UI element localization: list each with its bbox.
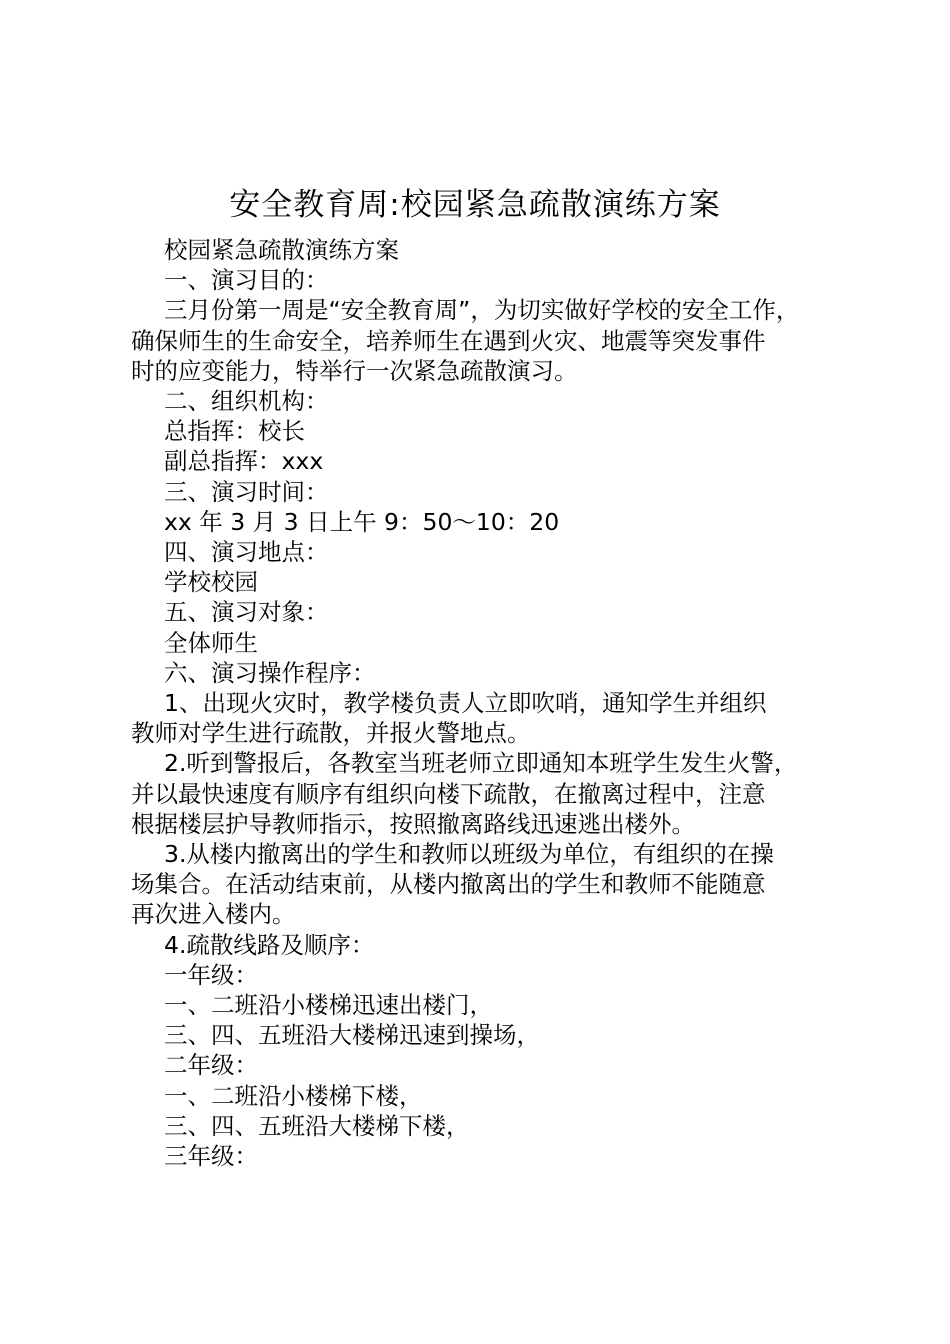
paragraph-line: 学校校园 — [164, 568, 258, 597]
paragraph-line: 四、演习地点： — [164, 538, 329, 567]
document-body — [131, 235, 861, 1171]
paragraph-line: 3.从楼内撤离出的学生和教师以班级为单位，有组织的在操 — [164, 840, 774, 869]
paragraph-line: 并以最快速度有顺序有组织向楼下疏散，在撤离过程中，注意 — [131, 779, 766, 808]
paragraph-line: 4.疏散线路及顺序： — [164, 930, 375, 959]
paragraph-line: 场集合。在活动结束前，从楼内撤离出的学生和教师不能随意 — [131, 870, 766, 899]
paragraph-line: 时的应变能力，特举行一次紧急疏散演习。 — [131, 356, 578, 385]
paragraph-line: 2.听到警报后，各教室当班老师立即通知本班学生发生火警， — [164, 749, 798, 778]
document-title: 安全教育周:校园紧急疏散演练方案 — [229, 187, 721, 223]
paragraph-line: 三年级： — [164, 1142, 258, 1171]
paragraph-line: 三、演习时间： — [164, 477, 329, 506]
paragraph-line: 总指挥：校长 — [164, 417, 305, 446]
paragraph-line: 副总指挥：xxx — [164, 447, 324, 476]
paragraph-line: 根据楼层护导教师指示，按照撤离路线迅速逃出楼外。 — [131, 809, 695, 838]
paragraph-line: 确保师生的生命安全，培养师生在遇到火灾、地震等突发事件 — [131, 326, 766, 355]
paragraph-line: 三月份第一周是“安全教育周”，为切实做好学校的安全工作， — [164, 296, 800, 325]
paragraph-line: 一、二班沿小楼梯迅速出楼门， — [164, 991, 493, 1020]
paragraph-line: 六、演习操作程序： — [164, 658, 376, 687]
paragraph-line: 三、四、五班沿大楼梯迅速到操场， — [164, 1021, 540, 1050]
paragraph-line: 一、二班沿小楼梯下楼， — [164, 1081, 423, 1110]
paragraph-line: xx 年 3 月 3 日上午 9：50～10：20 — [164, 507, 560, 536]
paragraph-line: 校园紧急疏散演练方案 — [164, 236, 399, 264]
paragraph-line: 1、出现火灾时，教学楼负责人立即吹哨，通知学生并组织 — [164, 689, 767, 718]
paragraph-line: 一、演习目的： — [164, 266, 329, 295]
paragraph-line: 二、组织机构： — [164, 387, 329, 416]
paragraph-line: 全体师生 — [164, 628, 258, 657]
paragraph-line: 五、演习对象： — [164, 598, 329, 627]
paragraph-line: 再次进入楼内。 — [131, 900, 296, 929]
paragraph-line: 一年级： — [164, 960, 258, 989]
paragraph-line: 教师对学生进行疏散，并报火警地点。 — [131, 719, 531, 748]
paragraph-line: 三、四、五班沿大楼梯下楼， — [164, 1111, 470, 1140]
paragraph-line: 二年级： — [164, 1051, 258, 1080]
